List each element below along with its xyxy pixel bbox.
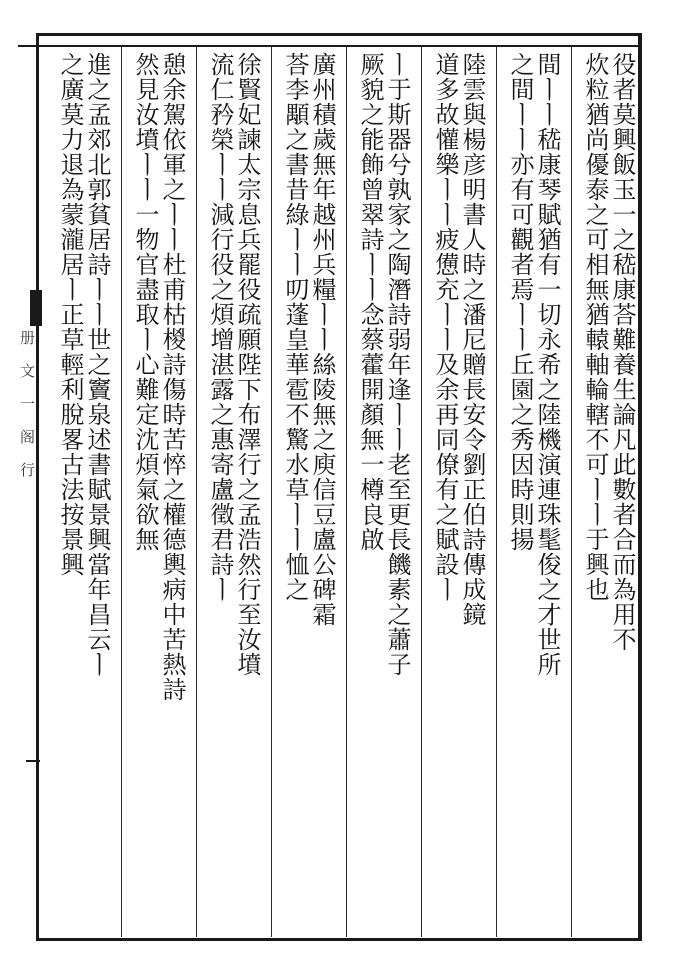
margin-mark — [26, 760, 40, 762]
column-rule — [121, 47, 122, 937]
text-column: 流仁矜榮ㅣㅣ減行役之煩增湛露之惠寄盧徵君詩ㅣ — [206, 52, 234, 602]
top-rule — [36, 45, 642, 47]
text-column: 憩余駕依軍之ㅣㅣ杜甫枯椶詩傷時苦悴之權德輿病中苦熱詩 — [158, 52, 186, 702]
column-rule — [196, 47, 197, 937]
text-column: 徐賢妃諫太宗息兵罷役疏願陛下布澤行之孟浩然行至汝墳 — [233, 52, 261, 677]
text-column: 陸雲與楊彦明書人時之潘尼贈長安令劉正伯詩傳成鏡 — [458, 52, 486, 627]
text-column: ㅣ于斯器兮孰家之陶潛詩弱年逢ㅣㅣ老至更長饑素之蕭子 — [383, 52, 411, 677]
spine-label: 册 文 一 阁 行 — [18, 330, 36, 477]
column-rule — [496, 47, 497, 937]
column-rule — [271, 47, 272, 937]
text-column: 道多故懽樂ㅣㅣ疲憊充ㅣㅣ及余再同僚有之賦設ㅣ — [431, 52, 459, 602]
text-column: 然見汝墳ㅣㅣ一物官盡取ㅣ心難定沈煩氣欲無 — [131, 52, 159, 552]
text-column: 間ㅣㅣ嵇康琴賦猶有一切永希之陸機演連珠髦俊之才世所 — [533, 52, 561, 677]
text-column: 進之孟郊北郭貧居詩ㅣㅣ世之竇泉述書賦景興當年昌云ㅣ — [83, 52, 111, 677]
text-column: 厥貌之能飾曾翠詩ㅣㅣ念蔡藿開顏無一樽良啟 — [356, 52, 384, 552]
column-rule — [346, 47, 347, 937]
margin-mark — [18, 45, 38, 47]
column-rule — [421, 47, 422, 937]
text-column: 廣州積歲無年越州兵糧ㅣㅣ絲陵無之庾信豆盧公碑霜 — [308, 52, 336, 627]
text-column: 之廣莫力退為蒙瀧居ㅣ正草輕利脫畧古法按景興 — [56, 52, 84, 577]
column-rule — [571, 47, 572, 937]
text-column: 之間ㅣㅣ亦有可觀者焉ㅣㅣ丘園之秀因時則揚 — [506, 52, 534, 552]
text-column: 炊粒猶尚優泰之可相無猶轅軸輪轄不可ㅣㅣ于興也 — [581, 52, 609, 602]
text-column: 荅李顒之書昔綠ㅣㅣ叨蓬皇華雹不驚水草ㅣㅣ恤之 — [281, 52, 309, 602]
spine-mark — [30, 290, 42, 326]
text-column: 役者莫興飯玉一之嵇康荅難養生論凡此數者合而為用不 — [608, 52, 636, 652]
